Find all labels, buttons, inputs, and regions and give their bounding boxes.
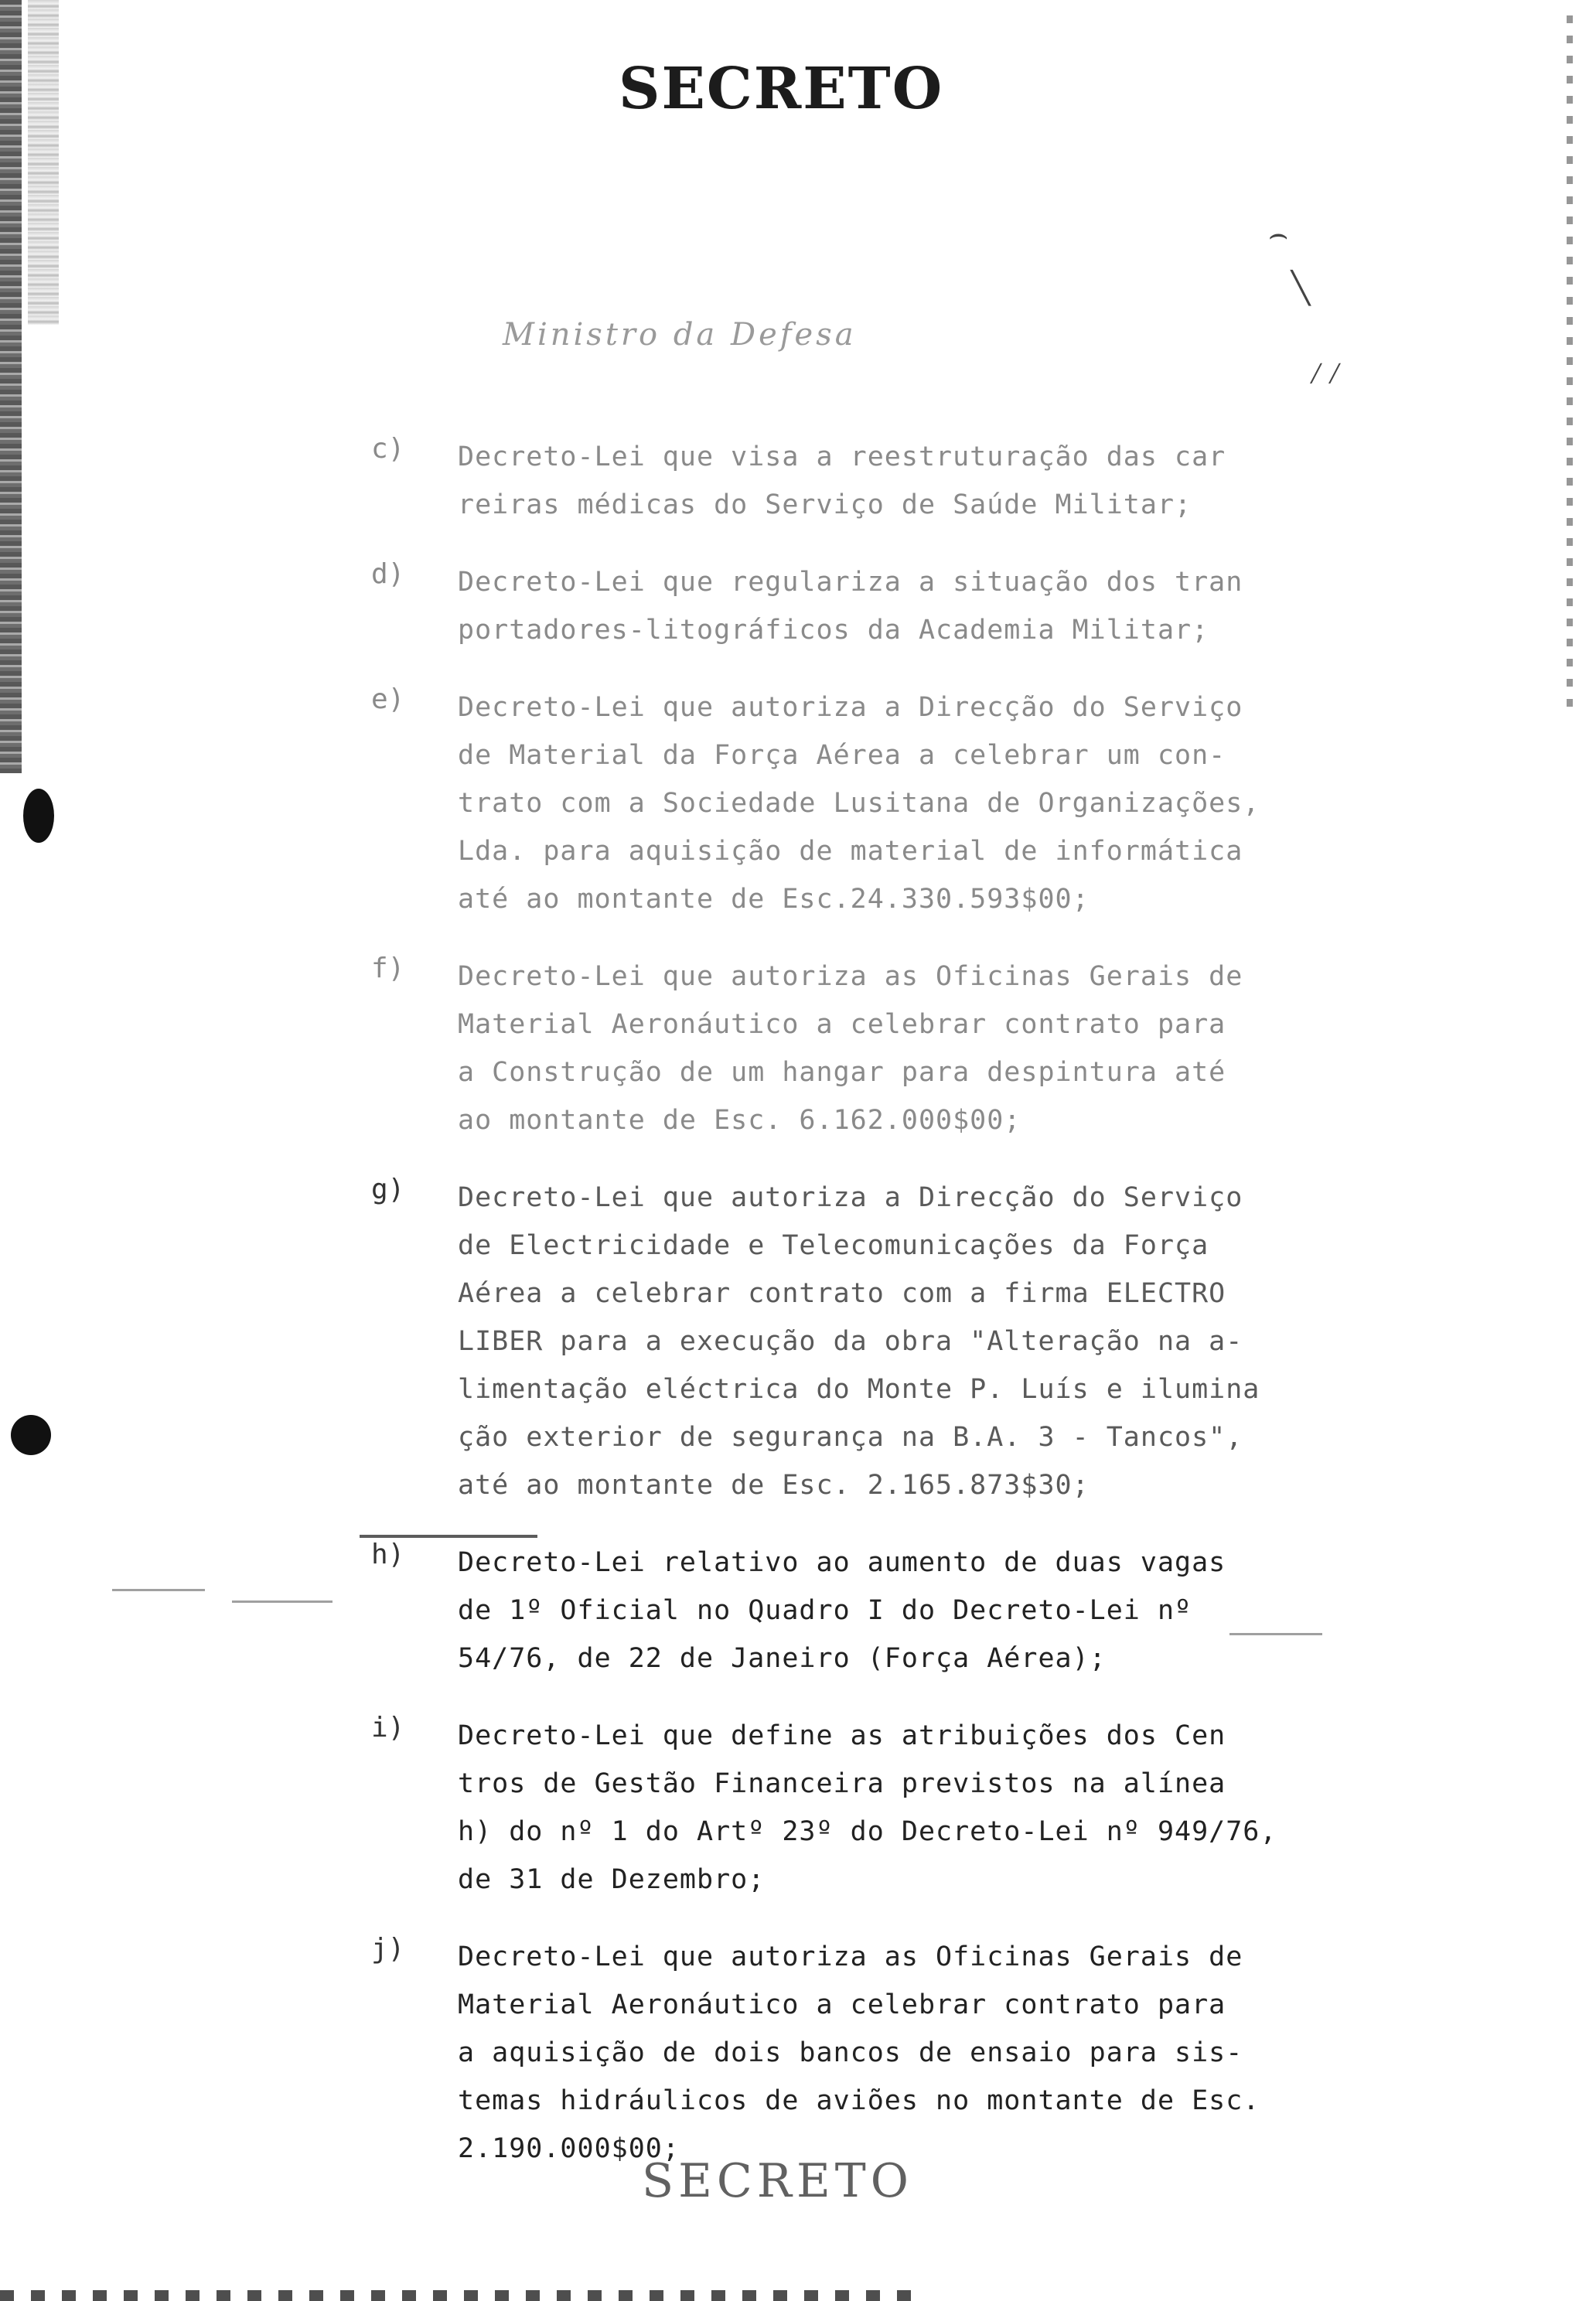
scan-edge-right [1567,15,1573,711]
list-item [371,1933,1376,2173]
item-letter: c) [371,433,405,465]
item-letter: i) [371,1712,405,1744]
decree-list [371,433,1376,2202]
item-letter: h) [371,1539,405,1570]
scan-edge-left [0,0,22,773]
margin-dash [232,1600,332,1603]
item-text: Decreto-Lei que autoriza as Oficinas Gerais de Material Aeronáutico a celebrar contrato para a Construção de um hangar para despintura até ao montante de Esc. 6.162.000$00; [458,961,1243,1136]
handwritten-mark: ⌢ [1268,216,1289,252]
item-letter: f) [371,953,405,984]
handwritten-underline [360,1535,537,1538]
punch-hole-top [23,789,54,843]
item-text: Decreto-Lei relativo ao aumento de duas vagas de 1º Oficial no Quadro I do Decreto-Lei nº 54/76, de 22 de Janeiro (Força Aérea); [458,1547,1226,1674]
item-text: Decreto-Lei que autoriza a Direcção do Serviço de Material da Força Aérea a celebrar um con- trato com a Sociedade Lusitana de Organizações, Lda. para aquisição de material de informática até ao montante de Esc.24.330.593$00; [458,692,1260,915]
list-item [371,1174,1376,1509]
margin-dash [112,1589,205,1591]
item-text: Decreto-Lei que visa a reestruturação das car reiras médicas do Serviço de Saúde Militar; [458,441,1226,520]
scan-edge-left-shadow [28,0,59,325]
handwritten-mark: ╲ [1291,271,1311,306]
item-text: Decreto-Lei que define as atribuições dos Cen tros de Gestão Financeira previstos na alínea h) do nº 1 do Artº 23º do Decreto-Lei nº 949/76, de 31 de Dezembro; [458,1720,1277,1895]
handwritten-mark: ⁄⁄ [1307,356,1345,391]
item-text: Decreto-Lei que autoriza a Direcção do Serviço de Electricidade e Telecomunicações da Força Aérea a celebrar contrato com a firma ELECTRO LIBER para a execução da obra "Alteração na a- limentação eléctrica do Monte P. Luís e ilumina ção exterior de segurança na B.A. 3 - Tancos", até ao montante de Esc. 2.165.873$30; [458,1182,1260,1501]
item-letter: d) [371,558,405,590]
classification-stamp-bottom: SECRETO [642,2154,913,2208]
list-item [371,433,1376,529]
list-item [371,1712,1376,1904]
list-item [371,558,1376,654]
punch-hole-bottom [11,1415,51,1455]
item-letter: g) [371,1174,405,1205]
list-item [371,683,1376,923]
item-letter: j) [371,1933,405,1965]
list-item [371,953,1376,1144]
document-subheading: Ministro da Defesa [503,317,857,353]
item-text: Decreto-Lei que autoriza as Oficinas Gerais de Material Aeronáutico a celebrar contrato para a aquisição de dois bancos de ensaio para sis- temas hidráulicos de aviões no montante de Esc. 2.190.000$00; [458,1941,1260,2164]
classification-stamp-top: SECRETO [619,56,944,122]
list-item [371,1539,1376,1682]
item-letter: e) [371,683,405,715]
item-text: Decreto-Lei que regulariza a situação dos tran portadores-litográficos da Academia Militar; [458,567,1243,646]
scan-edge-bottom [0,2290,928,2301]
